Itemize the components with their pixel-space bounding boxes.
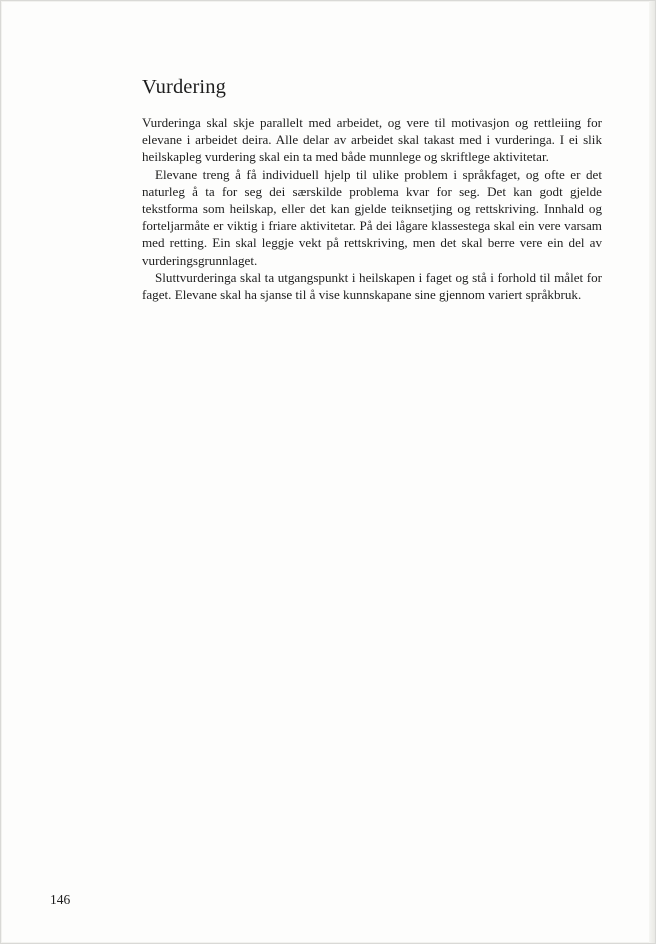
section-heading: Vurdering bbox=[142, 76, 226, 98]
page-edge bbox=[649, 1, 655, 943]
paragraph-1: Vurderinga skal skje parallelt med arbeidet, og vere til motivasjon og rettleiing for elevane i arbeidet deira. Alle delar av arbeidet skal takast med i vurderinga. I ei slik heilskapleg vurdering skal ein ta med både munnlege og skriftlege aktivitetar. bbox=[142, 115, 602, 165]
page-content bbox=[142, 73, 602, 303]
page-number: 146 bbox=[50, 892, 71, 907]
paragraph-2: Elevane treng å få individuell hjelp til ulike problem i språkfaget, og ofte er det naturleg å ta for seg dei særskilde problema kvar for seg. Det kan godt gjelde tekstforma som heilskap, eller det kan gjelde teiknsetjing og rettskriving. Innhald og forteljarmåte er viktig i friare aktivitetar. På dei lågare klassestega skal ein vere varsam med retting. Ein skal leggje vekt på rettskriving, men det skal berre vere ein del av vurderingsgrunnlaget. bbox=[142, 166, 602, 268]
paragraph-3: Sluttvurderinga skal ta utgangspunkt i heilskapen i faget og stå i forhold til målet for faget. Elevane skal ha sjanse til å vise kunnskapane sine gjennom variert språkbruk. bbox=[142, 269, 602, 303]
